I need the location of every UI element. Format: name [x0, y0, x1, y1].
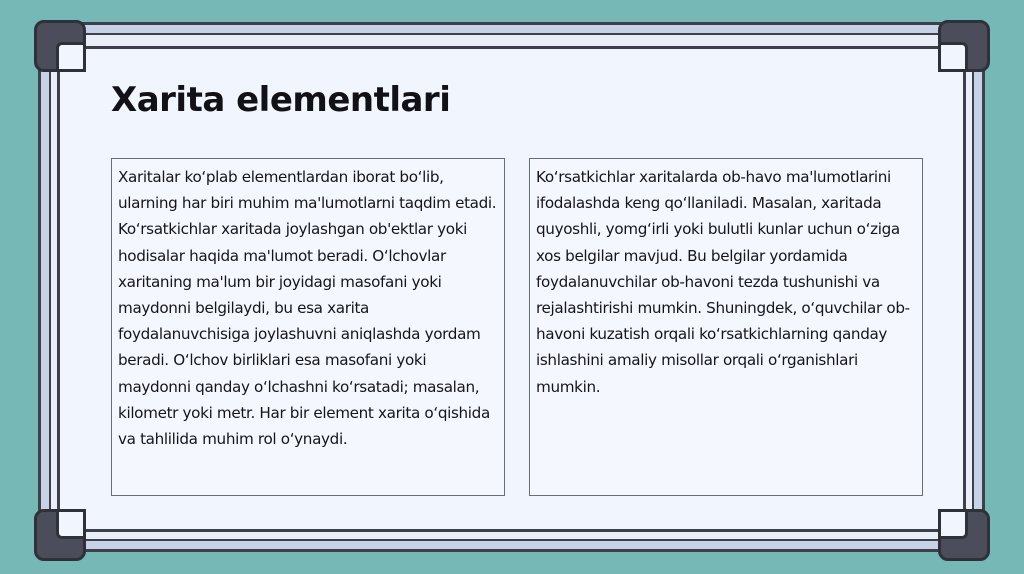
right-text-box: Ko‘rsatkichlar xaritalarda ob-havo ma'lumotlarini ifodalashda keng qo‘llaniladi. Masalan, xaritada quyoshli, yomg‘irli yoki bulutli kunlar uchun o‘ziga xos belgilar mavjud. Bu belgilar yordamida foydalanuvchilar ob-havoni tezda tushunishi va rejalashtirishi mumkin. Shuningdek, o‘quvchilar ob-havoni kuzatish orqali ko‘rsatkichlarning qanday ishlashini amaliy misollar orqali o‘rganishlari mumkin. — [529, 158, 923, 496]
slide-title: Xarita elementlari — [111, 80, 451, 120]
frame-corner-bottom-left — [34, 509, 86, 561]
frame-corner-top-right — [938, 20, 990, 72]
frame-corner-top-left — [34, 20, 86, 72]
left-text-box: Xaritalar ko‘plab elementlardan iborat bo‘lib, ularning har biri muhim ma'lumotlarni taqdim etadi. Ko‘rsatkichlar xaritada joylashgan ob'ektlar yoki hodisalar haqida ma'lumot beradi. O‘lchovlar xaritaning ma'lum bir joyidagi masofani yoki maydonni belgilaydi, bu esa xarita foydalanuvchisiga joylashuvni aniqlashda yordam beradi. O‘lchov birliklari esa masofani yoki maydonni qanday o‘lchashni ko‘rsatadi; masalan, kilometr yoki metr. Har bir element xarita o‘qishida va tahlilida muhim rol o‘ynaydi. — [111, 158, 505, 496]
frame-corner-bottom-right — [938, 509, 990, 561]
